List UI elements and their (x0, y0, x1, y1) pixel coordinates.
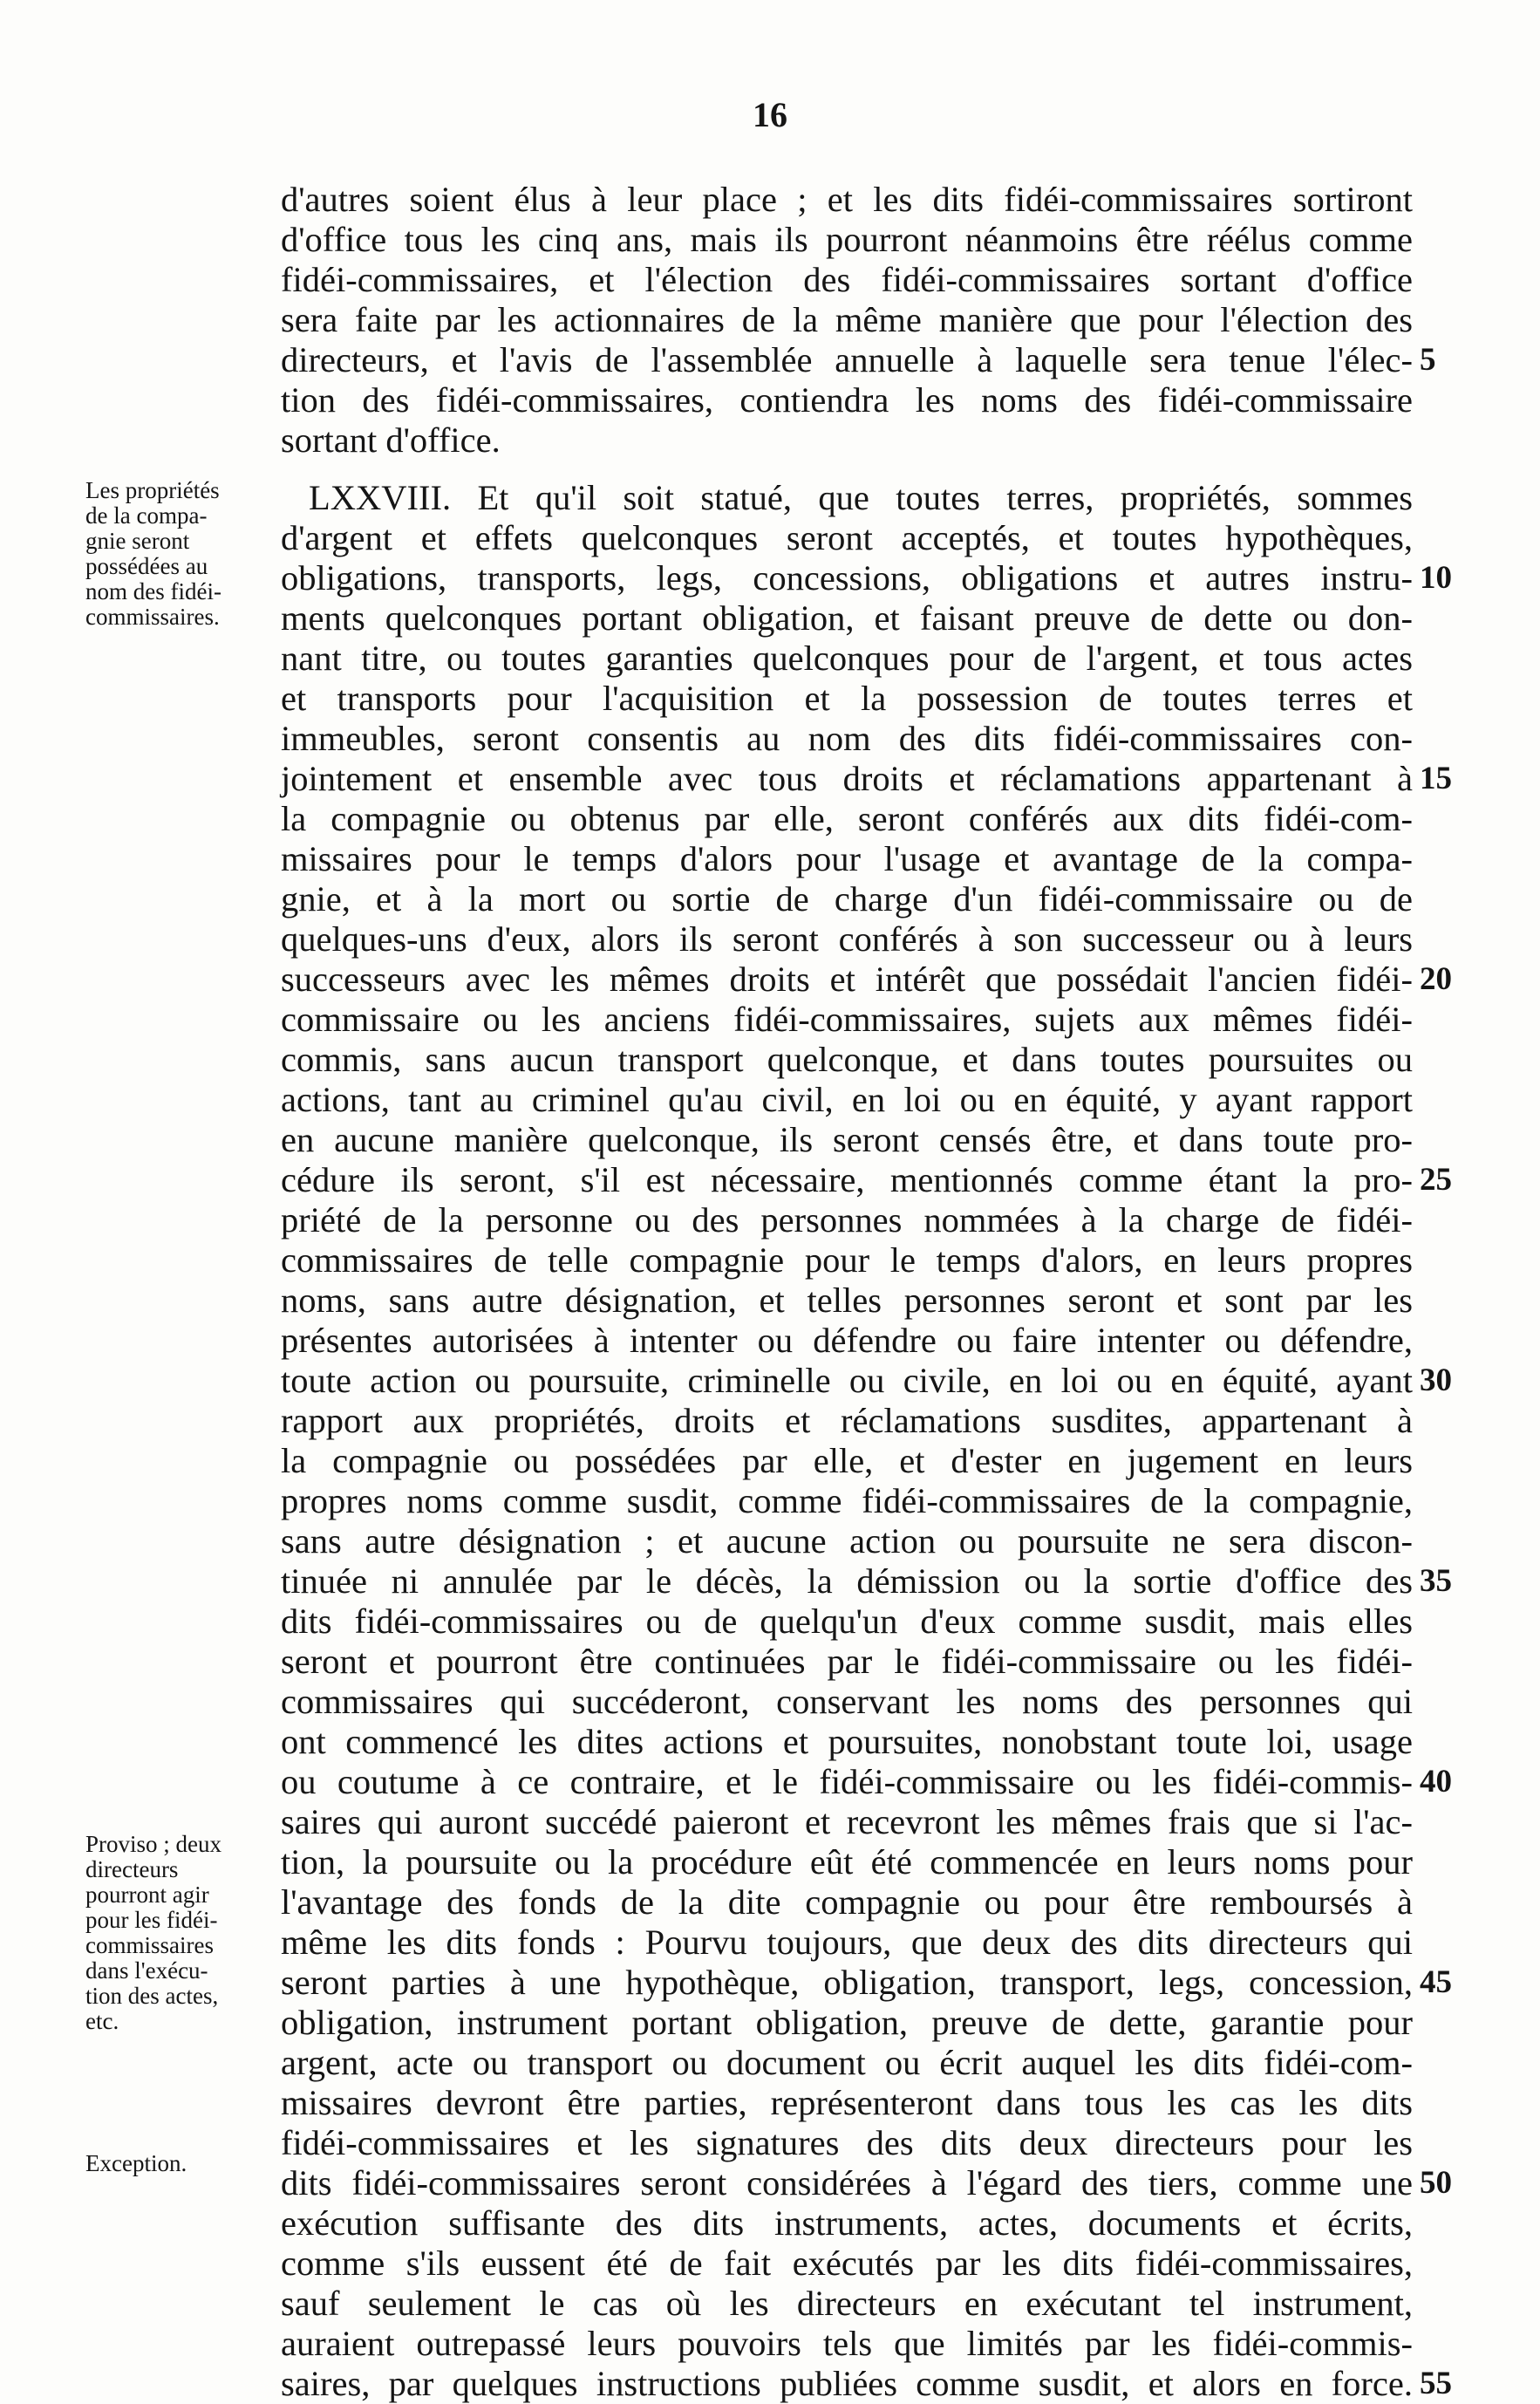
text-line: toute action ou poursuite, criminelle ou civile, en loi ou en équité, ayant (281, 1361, 1413, 1400)
margin-note-line: Proviso ; deux (85, 1831, 222, 1857)
margin-note-line: dans l'exécu- (85, 1957, 208, 1984)
text-line: en aucune manière quelconque, ils seront censés être, et dans toute pro- (281, 1120, 1413, 1159)
text-line: tinuée ni annulée par le décès, la démission ou la sortie d'office des (281, 1561, 1413, 1601)
text-line: missaires devront être parties, représenteront dans tous les cas les dits (281, 2083, 1413, 2122)
text-line: même les dits fonds : Pourvu toujours, que deux des dits directeurs qui (281, 1923, 1413, 1962)
text-line: d'argent et effets quelconques seront acceptés, et toutes hypothèques, (281, 518, 1413, 557)
text-line: obligations, transports, legs, concessions, obligations et autres instru- (281, 558, 1413, 598)
margin-note-line: gnie seront (85, 528, 190, 554)
text-line: fidéi-commissaires, et l'élection des fidéi-commissaires sortant d'office (281, 260, 1413, 299)
text-line: exécution suffisante des dits instruments, actes, documents et écrits, (281, 2203, 1413, 2243)
text-line: ou coutume à ce contraire, et le fidéi-commissaire ou les fidéi-commis- (281, 1762, 1413, 1801)
line-number: 50 (1420, 2165, 1452, 2201)
text-line: ments quelconques portant obligation, et faisant preuve de dette ou don- (281, 598, 1413, 638)
text-line: propres noms comme susdit, comme fidéi-commissaires de la compagnie, (281, 1481, 1413, 1520)
margin-note-line: commissaires. (85, 604, 220, 630)
text-line: tion, la poursuite ou la procédure eût été commencée en leurs noms pour (281, 1842, 1413, 1882)
section-heading-line: LXXVIII. Et qu'il soit statué, que toutes terres, propriétés, sommes (309, 478, 1413, 517)
margin-note-proviso (85, 1832, 272, 2034)
text-line: gnie, et à la mort ou sortie de charge d'un fidéi-commissaire ou de (281, 879, 1413, 919)
margin-note-line: Les propriétés (85, 477, 220, 503)
text-line: saires, par quelques instructions publiées comme susdit, et alors en force. (281, 2364, 1413, 2403)
text-line: sauf seulement le cas où les directeurs en exécutant tel instrument, (281, 2284, 1413, 2323)
text-line: commissaire ou les anciens fidéi-commissaires, sujets aux mêmes fidéi- (281, 1000, 1413, 1039)
text-line: auraient outrepassé leurs pouvoirs tels que limités par les fidéi-commis- (281, 2324, 1413, 2363)
line-number: 25 (1420, 1162, 1452, 1198)
text-line: directeurs, et l'avis de l'assemblée annuelle à laquelle sera tenue l'élec- (281, 340, 1413, 379)
text-line: fidéi-commissaires et les signatures des dits deux directeurs pour les (281, 2123, 1413, 2162)
text-line: sortant d'office. (281, 420, 501, 460)
text-line: missaires pour le temps d'alors pour l'usage et avantage de la compa- (281, 839, 1413, 878)
text-line: présentes autorisées à intenter ou défendre ou faire intenter ou défendre, (281, 1321, 1413, 1360)
text-line: saires qui auront succédé paieront et recevront les mêmes frais que si l'ac- (281, 1802, 1413, 1841)
paragraph-continued (281, 180, 1413, 461)
line-number: 40 (1420, 1764, 1452, 1800)
text-line: seront parties à une hypothèque, obligation, transport, legs, concession, (281, 1963, 1413, 2002)
margin-note-exception (85, 2151, 272, 2176)
text-line: commis, sans aucun transport quelconque, et dans toutes poursuites ou (281, 1040, 1413, 1079)
text-line: obligation, instrument portant obligation, preuve de dette, garantie pour (281, 2003, 1413, 2042)
text-line: seront et pourront être continuées par le fidéi-commissaire ou les fidéi- (281, 1642, 1413, 1681)
text-line: dits fidéi-commissaires ou de quelqu'un d'eux comme susdit, mais elles (281, 1602, 1413, 1641)
line-number: 5 (1420, 342, 1436, 378)
text-line: priété de la personne ou des personnes nommées à la charge de fidéi- (281, 1200, 1413, 1240)
line-number: 30 (1420, 1362, 1452, 1398)
text-line: argent, acte ou transport ou document ou écrit auquel les dits fidéi-com- (281, 2043, 1413, 2082)
margin-note-line: de la compa- (85, 502, 208, 529)
margin-note-line: pour les fidéi- (85, 1907, 218, 1933)
margin-note-line: pourront agir (85, 1882, 209, 1908)
margin-note-line: directeurs (85, 1856, 179, 1882)
page-number: 16 (753, 95, 787, 134)
margin-note-line: tion des actes, (85, 1983, 219, 2009)
text-line: nant titre, ou toutes garanties quelconques pour de l'argent, et tous actes (281, 639, 1413, 678)
text-line: l'avantage des fonds de la dite compagnie ou pour être remboursés à (281, 1882, 1413, 1922)
line-number: 55 (1420, 2366, 1452, 2401)
text-line: quelques-uns d'eux, alors ils seront conférés à son successeur ou à leurs (281, 919, 1413, 959)
text-line: successeurs avec les mêmes droits et intérêt que possédait l'ancien fidéi- (281, 960, 1413, 999)
line-number: 45 (1420, 1964, 1452, 2000)
text-line: la compagnie ou possédées par elle, et d'ester en jugement en leurs (281, 1441, 1413, 1480)
text-line: d'autres soient élus à leur place ; et les dits fidéi-commissaires sortiront (281, 180, 1413, 219)
text-line: immeubles, seront consentis au nom des dits fidéi-commissaires con- (281, 719, 1413, 758)
line-number: 35 (1420, 1563, 1452, 1599)
text-line: noms, sans autre désignation, et telles personnes seront et sont par les (281, 1281, 1413, 1320)
section-lxxviii (281, 478, 1413, 2404)
text-line: comme s'ils eussent été de fait exécutés par les dits fidéi-commissaires, (281, 2244, 1413, 2283)
text-line: sera faite par les actionnaires de la même manière que pour l'élection des (281, 300, 1413, 339)
text-line: commissaires de telle compagnie pour le temps d'alors, en leurs propres (281, 1240, 1413, 1280)
text-line: et transports pour l'acquisition et la possession de toutes terres et (281, 679, 1413, 718)
text-line: actions, tant au criminel qu'au civil, en loi ou en équité, y ayant rapport (281, 1080, 1413, 1119)
text-line: rapport aux propriétés, droits et réclamations susdites, appartenant à (281, 1401, 1413, 1440)
line-number: 20 (1420, 961, 1452, 997)
margin-note-line: commissaires (85, 1932, 214, 1958)
text-line: dits fidéi-commissaires seront considérées à l'égard des tiers, comme une (281, 2163, 1413, 2203)
text-line: commissaires qui succéderont, conservant les noms des personnes qui (281, 1682, 1413, 1721)
text-line: sans autre désignation ; et aucune action ou poursuite ne sera discon- (281, 1521, 1413, 1561)
margin-note-line: etc. (85, 2008, 119, 2034)
margin-note-line: nom des fidéi- (85, 578, 221, 604)
margin-note-proprietes (85, 478, 272, 630)
text-line: d'office tous les cinq ans, mais ils pourront néanmoins être réélus comme (281, 220, 1413, 259)
text-line: ont commencé les dites actions et poursuites, nonobstant toute loi, usage (281, 1722, 1413, 1761)
margin-note-line: Exception. (85, 2150, 187, 2176)
text-line: tion des fidéi-commissaires, contiendra les noms des fidéi-commissaire (281, 380, 1413, 420)
text-line: la compagnie ou obtenus par elle, seront conférés aux dits fidéi-com- (281, 799, 1413, 838)
line-number: 10 (1420, 560, 1452, 596)
text-line: jointement et ensemble avec tous droits et réclamations appartenant à (281, 759, 1413, 798)
line-number: 15 (1420, 761, 1452, 796)
margin-note-line: possédées au (85, 553, 208, 579)
text-line: cédure ils seront, s'il est nécessaire, mentionnés comme étant la pro- (281, 1160, 1413, 1199)
